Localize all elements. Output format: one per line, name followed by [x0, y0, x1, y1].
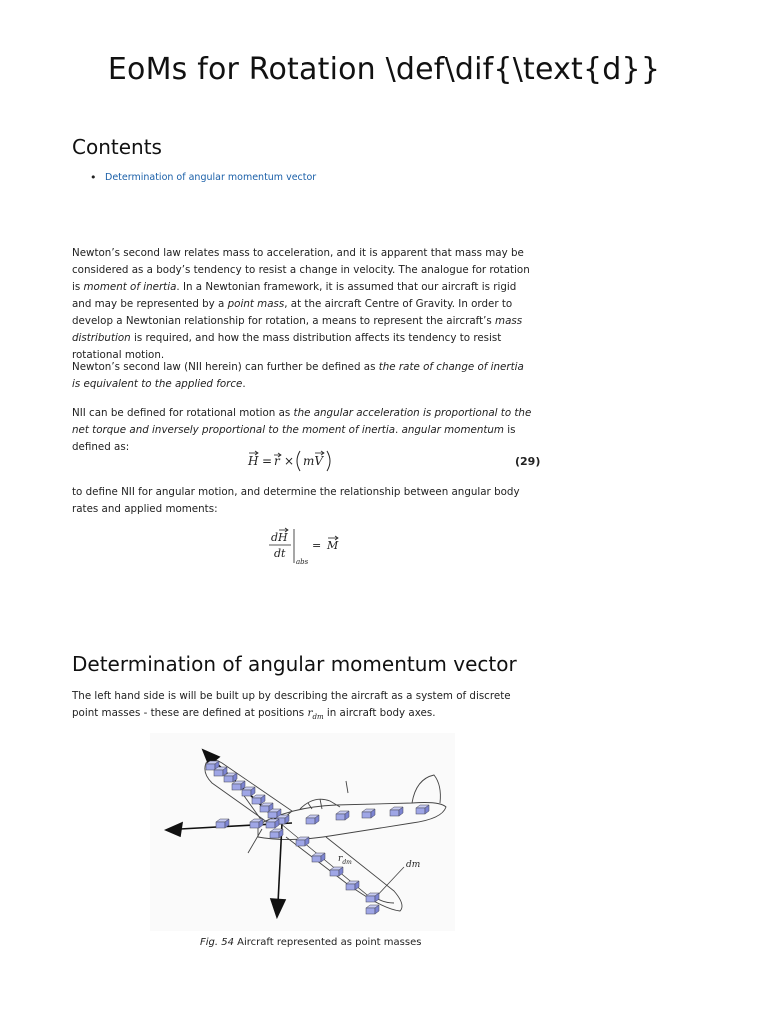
- page-title: EoMs for Rotation \def\dif{\text{d}}: [107, 52, 661, 87]
- section-heading: Determination of angular momentum vector: [72, 652, 517, 676]
- intro-paragraph-3: NII can be defined for rotational motion as the angular acceleration is proportional to the net torque and inversely proportional to the moment of inertia. angular momentum is defined as:: [72, 407, 532, 453]
- label-r-dm: $r_{dm}$: [338, 854, 352, 866]
- equation-rate-of-change: [266, 527, 356, 571]
- section-paragraph: The left hand side is will be built up by describing the aircraft as a system of discrete point masses - these are defined at positions $r_{dm}$ in aircraft body axes.: [72, 690, 511, 722]
- svg-text:=: =: [312, 539, 322, 552]
- toc-link-angular-momentum[interactable]: Determination of angular momentum vector: [105, 172, 317, 183]
- svg-text:M: M: [327, 539, 339, 552]
- intro-paragraph-1: Newton’s second law relates mass to acceleration, and it is apparent that mass may be considered as a body’s tendency to resist a change in velocity. The analogue for rotation is moment of inertia. In a Newtonian framework, it is assumed that our aircraft is rigid and may be represented by a point mass, at the aircraft Centre of Gravity. In order to develop a Newtonian relationship for rotation, a means to represent the aircraft’s mass distribution is required, and how the mass distribution affects its tendency to resist rotational motion.: [72, 247, 530, 361]
- figure-caption: Fig. 54 Aircraft represented as point masses: [200, 937, 422, 948]
- equation-angular-momentum: [240, 447, 340, 475]
- intro-paragraph-2: Newton’s second law (NII herein) can further be defined as the rate of change of inertia is equivalent to the applied force.: [72, 361, 524, 390]
- label-dm: dm: [406, 860, 421, 870]
- toc-item: [90, 172, 316, 183]
- contents-heading: Contents: [72, 135, 162, 159]
- svg-text:dH: dH: [271, 531, 288, 544]
- intro-paragraph-4: to define NII for angular motion, and determine the relationship between angular body rates and applied moments:: [72, 486, 520, 515]
- aircraft-figure: [150, 733, 455, 931]
- svg-text:=: =: [262, 454, 273, 468]
- svg-text:abs: abs: [296, 558, 309, 566]
- svg-text:dt: dt: [274, 547, 286, 560]
- equation-number: (29): [515, 455, 541, 468]
- table-of-contents: [90, 172, 316, 183]
- aircraft-diagram: [150, 733, 455, 931]
- inline-math-r-dm: $r_{dm}$: [307, 707, 324, 722]
- svg-text:H: H: [248, 454, 259, 468]
- svg-text:×: ×: [284, 454, 295, 468]
- svg-text:r: r: [274, 454, 280, 468]
- svg-text:mV: mV: [303, 454, 324, 468]
